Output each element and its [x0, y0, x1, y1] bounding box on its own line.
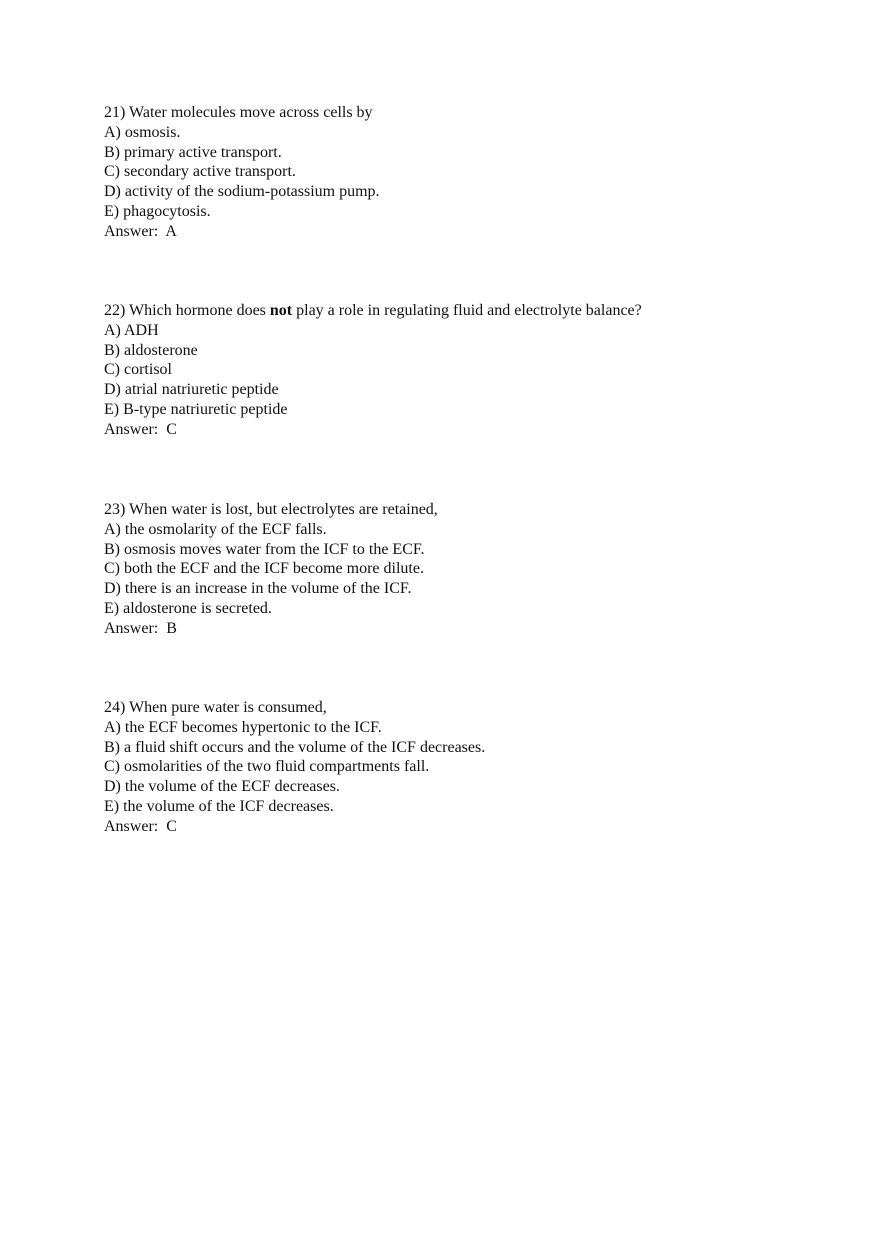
option-c: C) osmolarities of the two fluid compartments fall. — [104, 758, 430, 776]
answer: Answer: C — [104, 420, 177, 438]
question-22 — [104, 301, 804, 440]
question-stem: 23) When water is lost, but electrolytes are retained, — [104, 501, 438, 518]
option-d: D) there is an increase in the volume of the ICF. — [104, 580, 412, 598]
option-e: E) aldosterone is secreted. — [104, 599, 272, 617]
option-b: B) aldosterone — [104, 341, 198, 359]
question-23 — [104, 500, 804, 639]
option-c: C) secondary active transport. — [104, 163, 296, 181]
option-a: A) the osmolarity of the ECF falls. — [104, 520, 327, 538]
option-e: E) B-type natriuretic peptide — [104, 400, 288, 418]
question-21 — [104, 103, 804, 242]
option-d: D) activity of the sodium-potassium pump. — [104, 183, 380, 201]
option-a: A) ADH — [104, 321, 159, 339]
option-d: D) atrial natriuretic peptide — [104, 381, 279, 399]
question-stem-emphasis: not — [269, 302, 293, 319]
option-c: C) cortisol — [104, 361, 172, 379]
option-d: D) the volume of the ECF decreases. — [104, 778, 340, 796]
option-b: B) osmosis moves water from the ICF to the ECF. — [104, 540, 425, 558]
option-a: A) the ECF becomes hypertonic to the ICF. — [104, 718, 382, 736]
option-b: B) a fluid shift occurs and the volume of the ICF decreases. — [104, 738, 486, 756]
option-c: C) both the ECF and the ICF become more dilute. — [104, 560, 424, 578]
question-24 — [104, 698, 804, 837]
answer: Answer: B — [104, 619, 177, 637]
option-b: B) primary active transport. — [104, 143, 282, 161]
question-stem: 21) Water molecules move across cells by — [104, 104, 373, 121]
option-a: A) osmosis. — [104, 123, 181, 141]
answer: Answer: C — [104, 817, 177, 835]
option-e: E) phagocytosis. — [104, 202, 211, 220]
question-stem — [104, 301, 804, 321]
question-stem-start: 22) Which hormone does — [104, 302, 270, 319]
question-stem: 24) When pure water is consumed, — [104, 699, 327, 716]
question-stem-end: play a role in regulating fluid and electrolyte balance? — [292, 302, 642, 319]
answer: Answer: A — [104, 222, 177, 240]
option-e: E) the volume of the ICF decreases. — [104, 797, 334, 815]
